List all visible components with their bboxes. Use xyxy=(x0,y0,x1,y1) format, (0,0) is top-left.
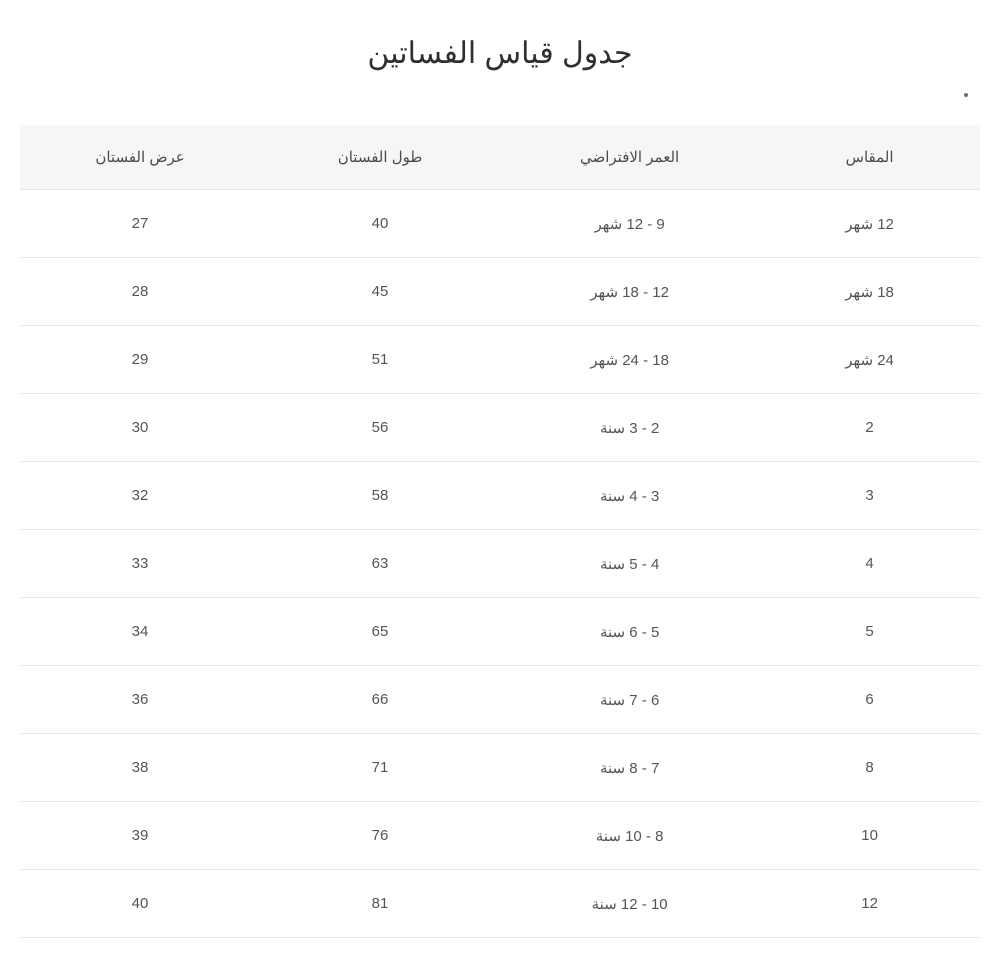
table-row xyxy=(20,734,980,802)
cell-length: 65 xyxy=(260,598,500,666)
cell-length: 45 xyxy=(260,258,500,326)
cell-size: 18 شهر xyxy=(759,258,980,326)
cell-width: 32 xyxy=(20,462,260,530)
bullet-dot-icon xyxy=(964,93,968,97)
cell-length: 58 xyxy=(260,462,500,530)
cell-width: 38 xyxy=(20,734,260,802)
size-table-container xyxy=(20,125,980,938)
cell-age: 5 - 6 سنة xyxy=(500,598,759,666)
cell-size: 12 شهر xyxy=(759,190,980,258)
column-header-size: المقاس xyxy=(759,125,980,190)
table-row xyxy=(20,190,980,258)
column-header-width: عرض الفستان xyxy=(20,125,260,190)
cell-age: 2 - 3 سنة xyxy=(500,394,759,462)
cell-size: 24 شهر xyxy=(759,326,980,394)
table-row xyxy=(20,870,980,938)
table-row xyxy=(20,326,980,394)
cell-length: 51 xyxy=(260,326,500,394)
cell-length: 63 xyxy=(260,530,500,598)
cell-length: 56 xyxy=(260,394,500,462)
cell-size: 8 xyxy=(759,734,980,802)
cell-size: 5 xyxy=(759,598,980,666)
table-row xyxy=(20,666,980,734)
page-title: جدول قياس الفساتين xyxy=(367,37,633,70)
cell-age: 4 - 5 سنة xyxy=(500,530,759,598)
bullet-row xyxy=(0,71,1000,117)
table-row xyxy=(20,598,980,666)
table-header-row xyxy=(20,125,980,190)
cell-width: 39 xyxy=(20,802,260,870)
cell-size: 6 xyxy=(759,666,980,734)
cell-length: 76 xyxy=(260,802,500,870)
cell-size: 12 xyxy=(759,870,980,938)
cell-width: 33 xyxy=(20,530,260,598)
table-row xyxy=(20,394,980,462)
cell-width: 36 xyxy=(20,666,260,734)
table-row xyxy=(20,258,980,326)
cell-width: 34 xyxy=(20,598,260,666)
cell-age: 7 - 8 سنة xyxy=(500,734,759,802)
cell-width: 27 xyxy=(20,190,260,258)
cell-length: 71 xyxy=(260,734,500,802)
table-header xyxy=(20,125,980,190)
cell-size: 4 xyxy=(759,530,980,598)
cell-age: 8 - 10 سنة xyxy=(500,802,759,870)
cell-size: 10 xyxy=(759,802,980,870)
cell-age: 10 - 12 سنة xyxy=(500,870,759,938)
cell-size: 3 xyxy=(759,462,980,530)
table-row xyxy=(20,802,980,870)
cell-age: 18 - 24 شهر xyxy=(500,326,759,394)
cell-width: 30 xyxy=(20,394,260,462)
cell-age: 9 - 12 شهر xyxy=(500,190,759,258)
column-header-length: طول الفستان xyxy=(260,125,500,190)
cell-length: 40 xyxy=(260,190,500,258)
cell-age: 6 - 7 سنة xyxy=(500,666,759,734)
table-row xyxy=(20,530,980,598)
column-header-age: العمر الافتراضي xyxy=(500,125,759,190)
cell-width: 28 xyxy=(20,258,260,326)
size-chart-table xyxy=(20,125,980,938)
cell-width: 29 xyxy=(20,326,260,394)
cell-length: 81 xyxy=(260,870,500,938)
cell-length: 66 xyxy=(260,666,500,734)
table-row xyxy=(20,462,980,530)
cell-age: 12 - 18 شهر xyxy=(500,258,759,326)
cell-size: 2 xyxy=(759,394,980,462)
cell-width: 40 xyxy=(20,870,260,938)
table-body xyxy=(20,190,980,938)
cell-age: 3 - 4 سنة xyxy=(500,462,759,530)
